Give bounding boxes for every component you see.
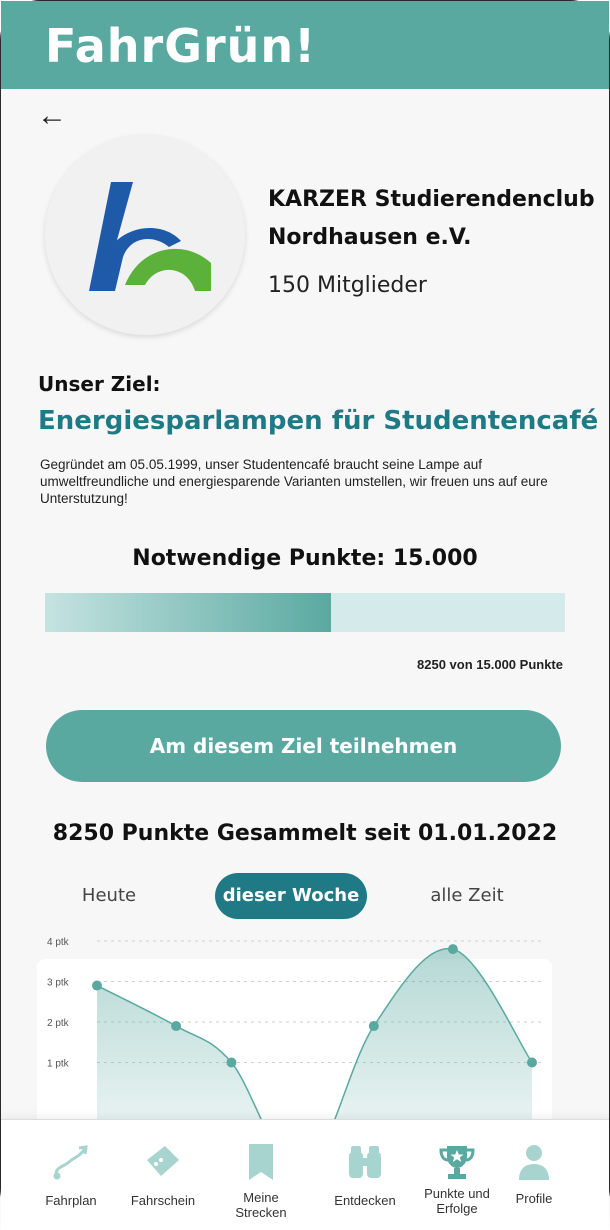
nav-label-profile: Profile	[515, 1191, 553, 1206]
points-chart	[37, 937, 552, 1139]
nav-punkte-erfolge[interactable]	[413, 1120, 501, 1230]
collected-points-heading: 8250 Punkte Gesammelt seit 01.01.2022	[52, 821, 558, 846]
nav-profile[interactable]	[501, 1120, 567, 1230]
bottom-navigation	[1, 1119, 609, 1230]
member-count: 150 Mitglieder	[268, 273, 427, 298]
nav-label-fahrplan: Fahrplan	[45, 1193, 97, 1208]
club-logo-graphic	[45, 135, 245, 335]
app-title: FahrGrün!	[45, 19, 317, 73]
nav-meine-strecken[interactable]	[221, 1120, 301, 1230]
chart-data-point[interactable]	[448, 944, 458, 954]
nav-label-fahrschein: Fahrschein	[130, 1193, 196, 1208]
chart-data-point[interactable]	[92, 981, 102, 991]
back-arrow-icon[interactable]: ←	[37, 99, 67, 132]
chart-y-tick-label: 3 ptk	[47, 977, 69, 989]
points-progress-bar	[45, 593, 565, 632]
user-icon	[514, 1142, 554, 1182]
goal-title: Energiesparlampen für Studentencafé	[38, 406, 599, 436]
needed-points: Notwendige Punkte: 15.000	[132, 546, 478, 571]
points-chart-card	[37, 937, 552, 1139]
points-progress-fill	[45, 593, 331, 632]
goal-label: Unser Ziel:	[38, 372, 161, 396]
nav-label-meine-strecken: Meine Strecken	[235, 1190, 287, 1220]
chart-data-point[interactable]	[527, 1058, 537, 1068]
bookmark-icon	[241, 1142, 281, 1182]
nav-label-punkte-erfolge: Punkte und Erfolge	[424, 1186, 490, 1216]
club-logo	[45, 135, 245, 335]
chart-data-point[interactable]	[369, 1021, 379, 1031]
chart-y-tick-label: 4 ptk	[47, 937, 69, 948]
chart-y-tick-label: 1 ptk	[47, 1058, 69, 1070]
progress-text: 8250 von 15.000 Punkte	[417, 657, 563, 672]
chart-data-point[interactable]	[171, 1021, 181, 1031]
nav-entdecken[interactable]	[323, 1120, 407, 1230]
nav-label-entdecken: Entdecken	[334, 1193, 396, 1208]
tab-this-week[interactable]: dieser Woche	[215, 873, 367, 919]
route-icon	[51, 1142, 91, 1182]
chart-y-tick-label: 2 ptk	[47, 1018, 69, 1029]
tab-all-time[interactable]: alle Zeit	[430, 885, 504, 906]
nav-fahrschein[interactable]	[121, 1120, 205, 1230]
goal-description: Gegründet am 05.05.1999, unser Studentencafé braucht seine Lampe auf umweltfreundliche und energiesparende Varianten umstellen, wir freuen uns auf eure Unterstutzung!	[40, 457, 548, 506]
binoculars-icon	[345, 1142, 385, 1182]
ticket-icon	[143, 1142, 183, 1182]
nav-fahrplan[interactable]	[31, 1120, 111, 1230]
tab-today[interactable]: Heute	[81, 885, 137, 906]
chart-data-point[interactable]	[226, 1058, 236, 1068]
app-header	[1, 1, 609, 89]
join-goal-button[interactable]: Am diesem Ziel teilnehmen	[46, 710, 561, 782]
club-name: KARZER Studierendenclub Nordhausen e.V.	[268, 187, 595, 250]
trophy-icon	[437, 1142, 477, 1182]
